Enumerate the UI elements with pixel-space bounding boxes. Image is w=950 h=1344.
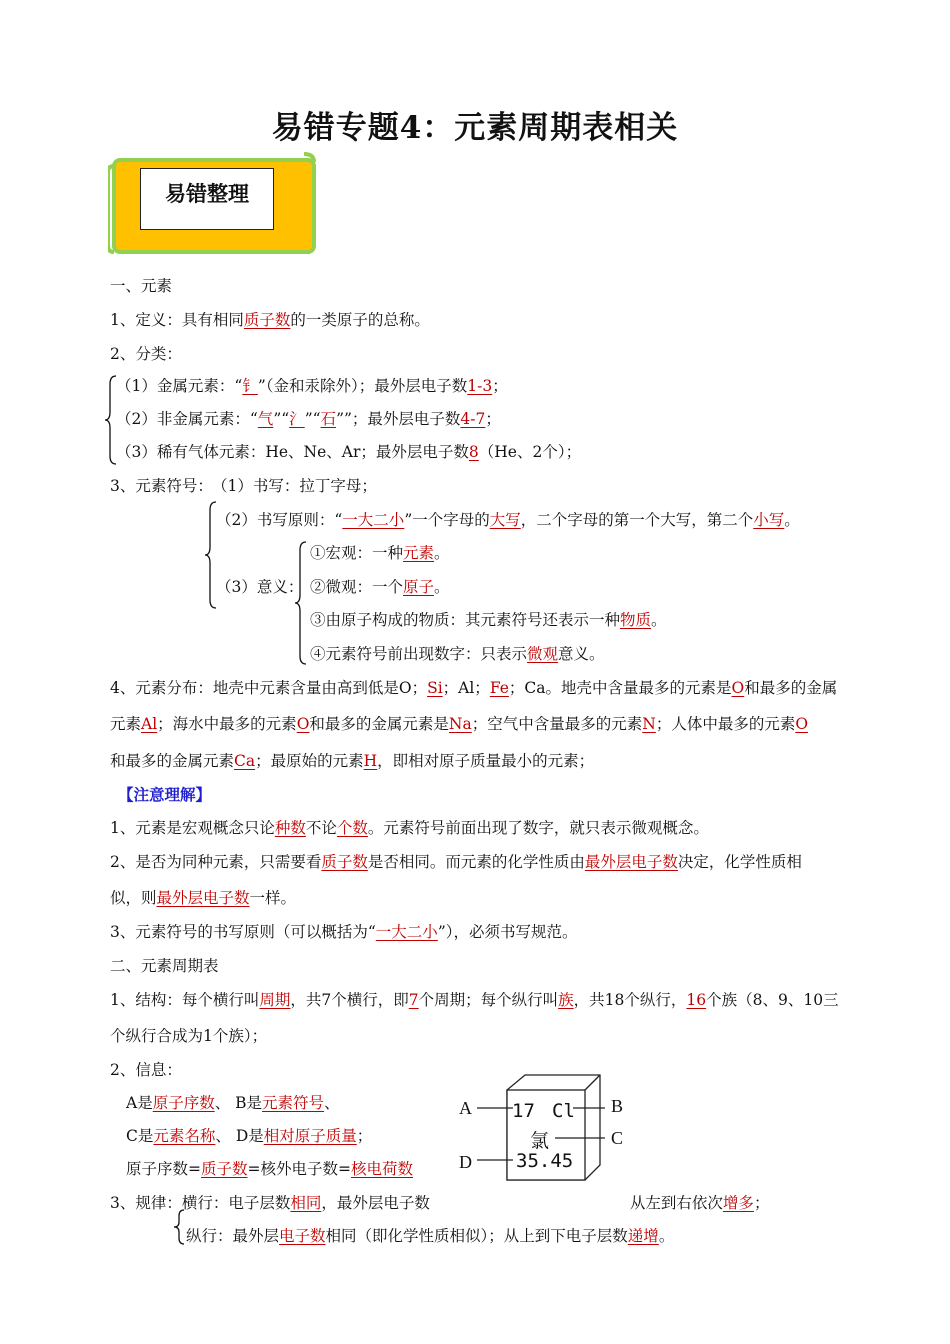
structure-line-2: 个纵行合成为1个族）； [110, 1027, 268, 1045]
info-heading: 2、信息： [110, 1061, 182, 1079]
symbol-heading: 3、元素符号： [110, 477, 213, 495]
cell-mass: 35.45 [516, 1150, 574, 1172]
law-brace [172, 1208, 186, 1248]
label-b: B [611, 1096, 624, 1116]
info-ab: A是原子序数、 B是元素符号、 [126, 1094, 340, 1112]
meaning-macro: ①宏观：一种元素。 [310, 544, 450, 562]
meaning-number: ④元素符号前出现数字：只表示微观意义。 [310, 645, 605, 663]
distribution-line-2: 元素Al；海水中最多的元素O和最多的金属元素是Na；空气中含量最多的元素N；人体中最多的元素O [110, 715, 809, 733]
cell-atomic-number: 17 [512, 1100, 535, 1122]
cell-symbol: Cl [552, 1100, 575, 1122]
symbol-meaning: （3）意义： [216, 578, 304, 596]
section-1-heading: 一、元素 [110, 277, 173, 295]
note-3: 3、元素符号的书写原则（可以概括为“一大二小”），必须书写规范。 [110, 923, 578, 941]
structure-line-1: 1、结构：每个横行叫周期，共7个横行，即7个周期；每个纵行叫族，共18个纵行，16个族（8、9、10三 [110, 991, 839, 1009]
law-column: 纵行：最外层电子数相同（即化学性质相似）；从上到下电子层数递增。 [186, 1227, 675, 1245]
banner-label: 易错整理 [140, 168, 274, 230]
class-metal: （1）金属元素：“钅”（金和汞除外）；最外层电子数1-3； [116, 377, 508, 395]
label-a: A [459, 1098, 472, 1118]
info-equation: 原子序数=质子数=核外电子数=核电荷数 [126, 1160, 414, 1178]
note-2: 2、是否为同种元素，只需要看质子数是否相同。而元素的化学性质由最外层电子数决定，化学性质相 [110, 853, 802, 871]
classification-heading: 2、分类： [110, 345, 182, 363]
label-c: C [611, 1128, 624, 1148]
note-1: 1、元素是宏观概念只论种数不论个数。元素符号前面出现了数字，就只表示微观概念。 [110, 819, 709, 837]
symbol-writing: （1）书写：拉丁字母； [212, 477, 377, 495]
page-title: 易错专题4：元素周期表相关 [271, 110, 679, 146]
section-2-heading: 二、元素周期表 [110, 957, 219, 975]
note-2-cont: 似，则最外层电子数一样。 [110, 889, 297, 907]
meaning-micro: ②微观：一个原子。 [310, 578, 450, 596]
cell-name: 氯 [530, 1130, 550, 1152]
distribution-line-1: 4、元素分布：地壳中元素含量由高到低是O；Si；Al；Fe；Ca。地壳中含量最多的元素是O和最多的金属 [110, 679, 838, 697]
meaning-brace [294, 540, 308, 666]
note-heading: 【注意理解】 [118, 785, 212, 804]
class-nonmetal: （2）非金属元素：“气”“氵”“石””；最外层电子数4-7； [116, 410, 501, 428]
label-d: D [459, 1152, 472, 1172]
symbol-principle: （2）书写原则：“一大二小”一个字母的大写，二个字母的第一个大写，第二个小写。 [216, 511, 800, 529]
distribution-line-3: 和最多的金属元素Ca；最原始的元素H，即相对原子质量最小的元素； [110, 752, 595, 770]
definition-line: 1、定义：具有相同质子数的一类原子的总称。 [110, 311, 430, 329]
meaning-substance: ③由原子构成的物质：其元素符号还表示一种物质。 [310, 611, 667, 629]
info-cd: C是元素名称、 D是相对原子质量； [126, 1127, 373, 1145]
class-noble-gas: （3）稀有气体元素：He、Ne、Ar；最外层电子数8（He、2个）； [116, 443, 582, 461]
law-row: 3、规律：横行：电子层数相同，最外层电子数 从左到右依次增多； [110, 1194, 770, 1212]
